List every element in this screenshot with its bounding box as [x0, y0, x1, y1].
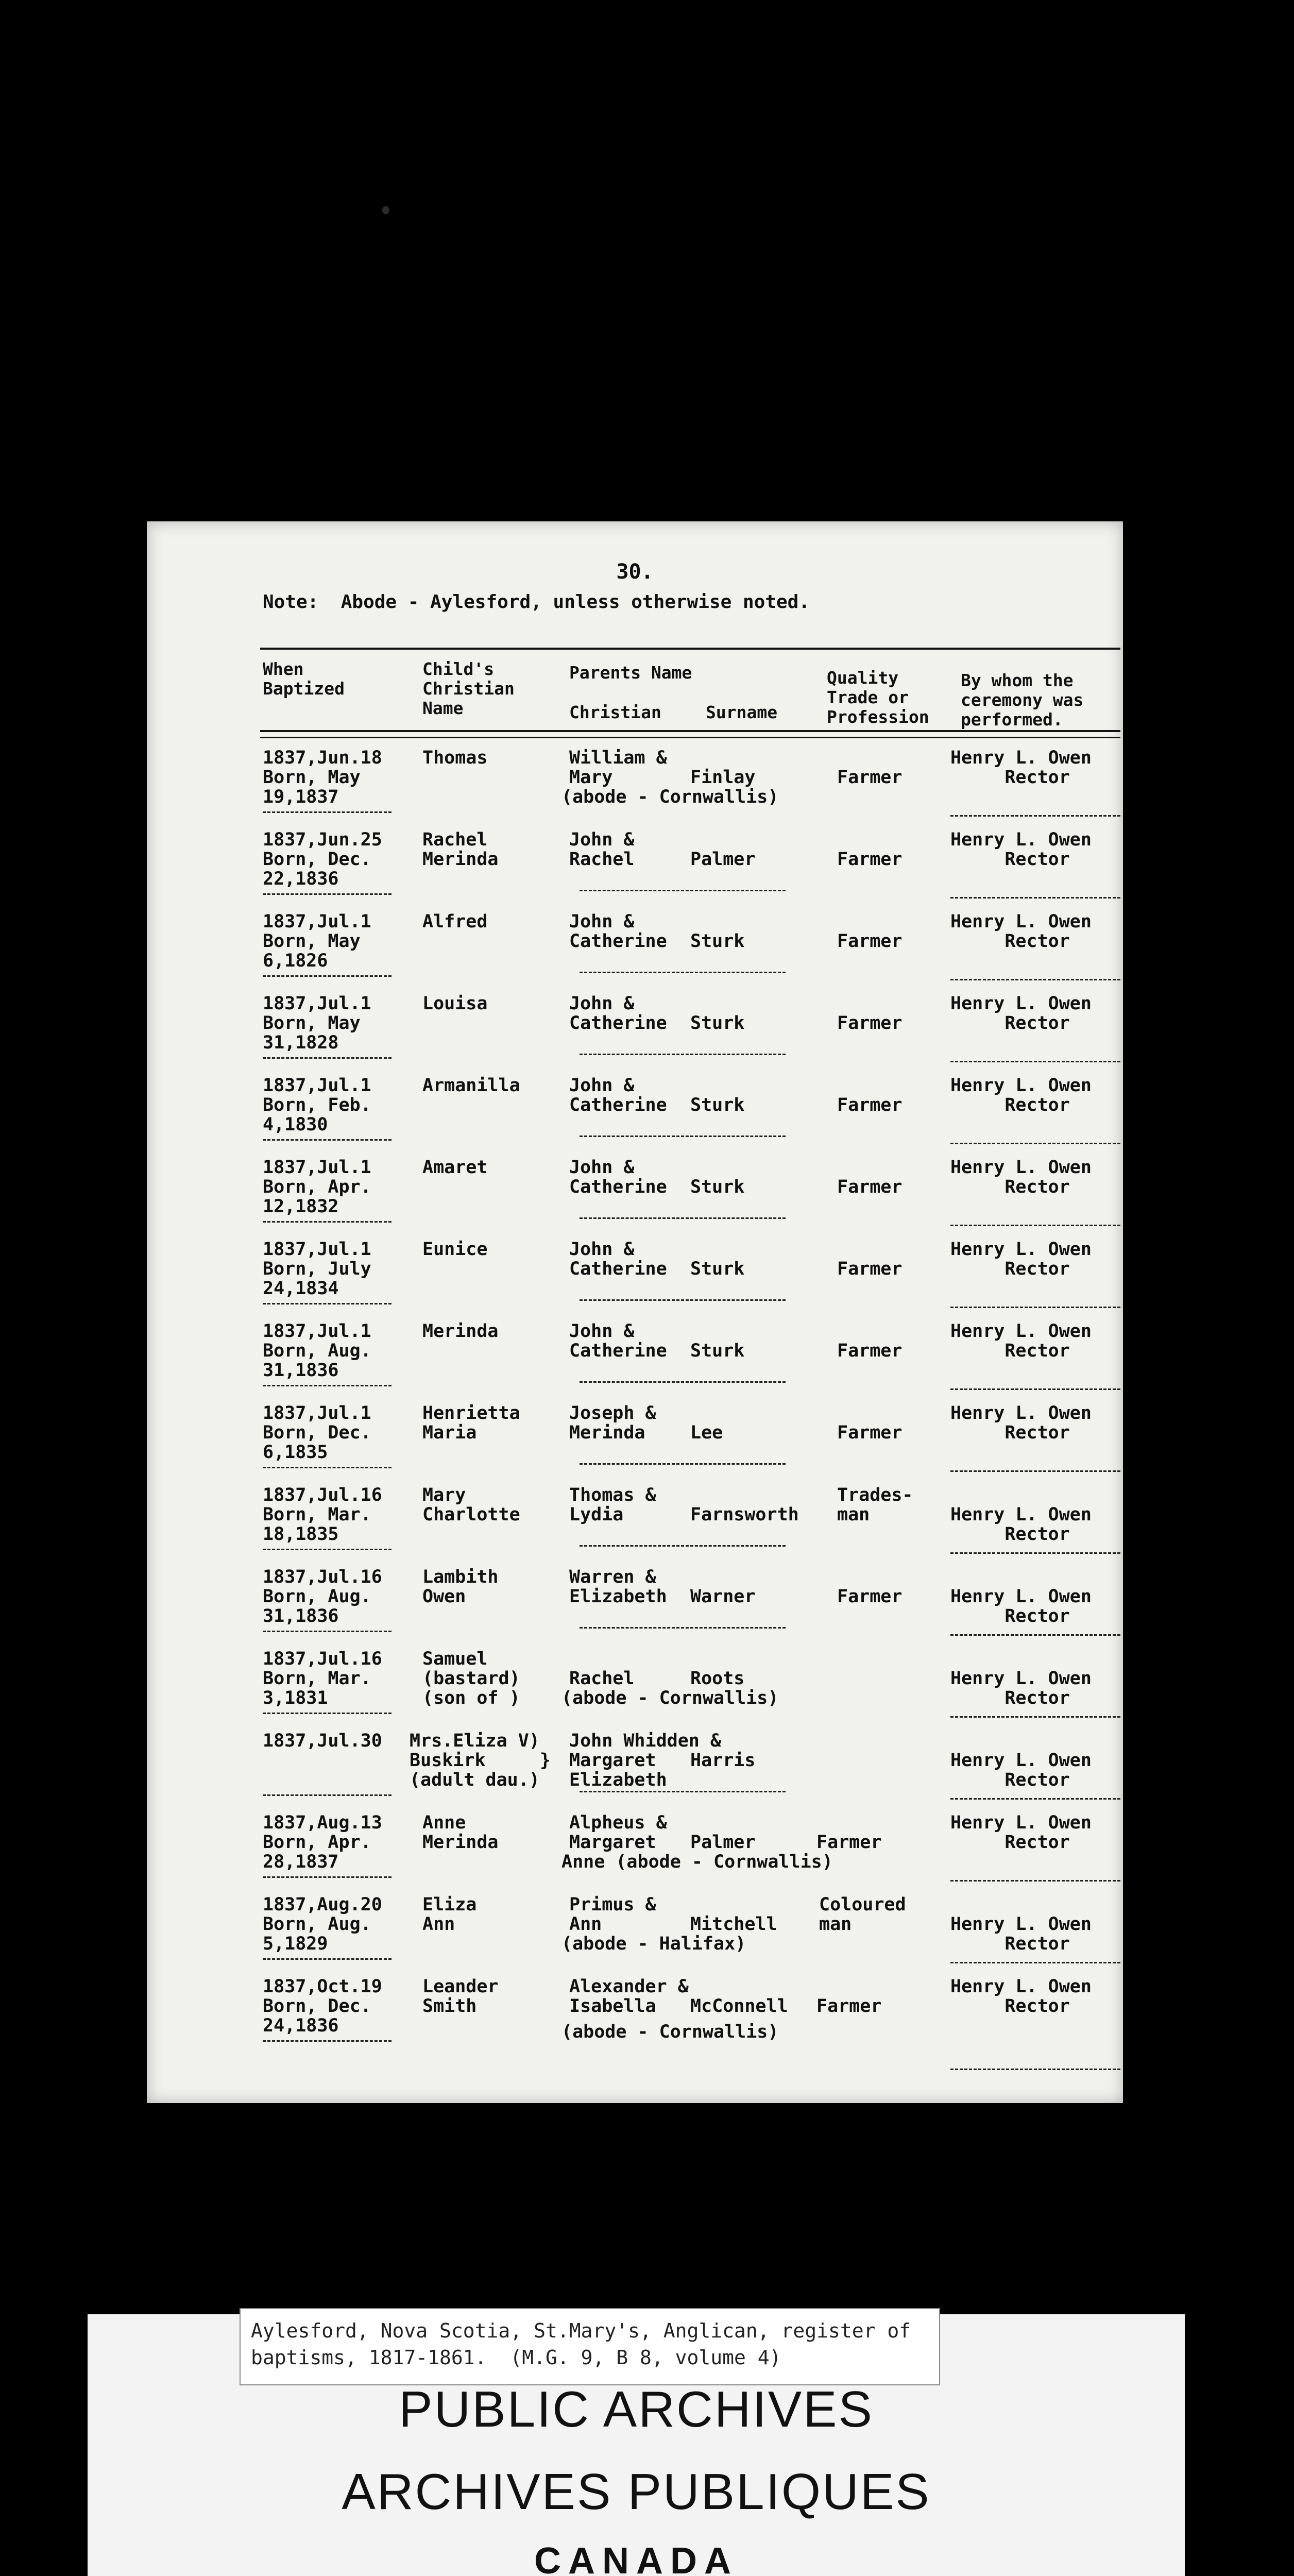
entry-parent-christian: Alexander & Isabella: [569, 1976, 689, 2016]
entry-abode: (abode - Halifax): [561, 1934, 746, 1954]
entry-rector-underline: [950, 897, 1120, 899]
entry-parents-underline: [580, 890, 786, 891]
entry-date: 1837,Jul.1 Born, July 24,1834: [263, 1239, 371, 1299]
entry-date: 1837,Jul.16 Born, Mar. 18,1835: [263, 1485, 382, 1545]
entry-quality: Farmer: [837, 767, 903, 788]
entry-date-underline: [263, 2040, 391, 2042]
entry-performed-by: Henry L. Owen Rector: [950, 993, 1092, 1033]
baptism-entry: [147, 988, 1123, 1070]
header-when-baptized: When Baptized: [263, 659, 345, 699]
entry-abode: (abode - Cornwallis): [561, 787, 779, 807]
entry-date: 1837,Jun.25 Born, Dec. 22,1836: [263, 829, 382, 889]
entry-rector-underline: [950, 1798, 1120, 1800]
entry-date-underline: [263, 1303, 391, 1304]
entry-date-underline: [263, 975, 391, 977]
header-bottom-rule: [260, 730, 1120, 732]
entry-rector-underline: [950, 1388, 1120, 1390]
entry-parent-christian: John & Catherine: [569, 911, 667, 952]
entry-parents-underline: [580, 1217, 786, 1219]
entry-quality: Farmer: [816, 1832, 882, 1853]
entry-parent-christian: Joseph & Merinda: [569, 1403, 656, 1443]
header-quality: Quality Trade or Profession: [827, 668, 929, 727]
entry-date-underline: [263, 1958, 391, 1960]
entry-parents-underline: [580, 1054, 786, 1055]
entry-date-underline: [263, 1549, 391, 1550]
entry-parent-surname: Sturk: [690, 1095, 745, 1115]
entry-parent-surname: Sturk: [690, 1341, 745, 1361]
entry-parents-underline: [580, 1463, 786, 1465]
entry-date: 1837,Aug.13 Born, Apr. 28,1837: [263, 1812, 382, 1872]
entry-child-name: Eliza Ann: [422, 1894, 477, 1935]
entry-quality: Farmer: [816, 1996, 882, 2016]
entry-date: 1837,Jul.16 Born, Aug. 31,1836: [263, 1567, 382, 1626]
entry-child-name: Rachel Merinda: [422, 829, 499, 870]
baptism-entry: [147, 1889, 1123, 1971]
entry-parent-surname: Roots: [690, 1668, 745, 1689]
entry-parent-christian: Alpheus & Margaret: [569, 1812, 667, 1853]
baptism-entry: [147, 1151, 1123, 1234]
entry-rector-underline: [950, 1143, 1120, 1144]
entry-date: 1837,Aug.20 Born, Aug. 5,1829: [263, 1894, 382, 1954]
entry-parent-christian: Primus & Ann: [569, 1894, 656, 1935]
entry-date-underline: [263, 1057, 391, 1059]
baptism-entry: [147, 1233, 1123, 1316]
header-child-name: Child's Christian Name: [422, 659, 515, 718]
entry-rector-underline: [950, 1880, 1120, 1882]
baptism-entry: [147, 1315, 1123, 1398]
entry-rector-underline: [950, 1552, 1120, 1554]
entry-date: 1837,Jul.30: [263, 1731, 382, 1751]
entry-parent-surname: Warner: [690, 1586, 756, 1607]
entry-performed-by: Henry L. Owen Rector: [950, 1812, 1092, 1853]
entry-performed-by: Henry L. Owen Rector: [950, 1504, 1092, 1545]
entry-abode: Anne (abode - Cornwallis): [561, 1852, 833, 1872]
entry-performed-by: Henry L. Owen Rector: [950, 1750, 1092, 1790]
entry-quality: Farmer: [837, 1341, 903, 1361]
entry-rector-underline: [950, 979, 1120, 980]
entry-date: 1837,Jul.1 Born, Apr. 12,1832: [263, 1157, 371, 1217]
entry-quality: Trades- man: [837, 1485, 913, 1525]
entry-parent-surname: Palmer: [690, 849, 756, 870]
entry-date: 1837,Jul.1 Born, Dec. 6,1835: [263, 1403, 371, 1463]
entry-parent-surname: Palmer: [690, 1832, 756, 1853]
entry-child-name: Lambith Owen: [422, 1567, 499, 1607]
entry-child-name: Amaret: [422, 1157, 488, 1178]
entry-parent-christian: Warren & Elizabeth: [569, 1567, 667, 1607]
entry-child-name: Henrietta Maria: [422, 1403, 520, 1443]
entry-parent-christian: John & Rachel: [569, 829, 635, 870]
entry-date-underline: [263, 1631, 391, 1632]
entry-rector-underline: [950, 2069, 1120, 2070]
entry-parents-underline: [580, 1627, 786, 1629]
entry-quality: Farmer: [837, 1422, 903, 1443]
entry-date-underline: [263, 1713, 391, 1714]
entry-parents-underline: [580, 972, 786, 973]
entry-quality: Farmer: [837, 1177, 903, 1197]
baptism-entry: [147, 1643, 1123, 1725]
entry-quality: Farmer: [837, 1013, 903, 1033]
entry-child-name: Armanilla: [422, 1075, 520, 1096]
entry-performed-by: Henry L. Owen Rector: [950, 1157, 1092, 1197]
abode-note: Note: Abode - Aylesford, unless otherwise noted.: [263, 591, 810, 613]
header-top-rule: [260, 648, 1120, 650]
entry-rector-underline: [950, 1061, 1120, 1062]
entry-child-name: Anne Merinda: [422, 1812, 499, 1853]
entry-date: 1837,Oct.19 Born, Dec. 24,1836: [263, 1976, 382, 2036]
entry-parent-surname: Sturk: [690, 931, 745, 952]
entry-performed-by: Henry L. Owen Rector: [950, 1321, 1092, 1361]
entry-quality: Coloured man: [819, 1894, 906, 1935]
entry-parent-christian: Rachel: [569, 1668, 635, 1689]
entry-rector-underline: [950, 1225, 1120, 1226]
entry-rector-underline: [950, 1634, 1120, 1636]
baptism-entry: [147, 1807, 1123, 1889]
entry-performed-by: Henry L. Owen Rector: [950, 829, 1092, 870]
header-surname: Surname: [706, 702, 778, 722]
baptism-entry: [147, 742, 1123, 824]
baptism-entry: [147, 1725, 1123, 1807]
entry-date-underline: [263, 1221, 391, 1223]
entry-quality: Farmer: [837, 849, 903, 870]
entry-parent-surname: Finlay: [690, 767, 756, 788]
entry-date: 1837,Jul.1 Born, Aug. 31,1836: [263, 1321, 371, 1381]
entry-parent-christian: Thomas & Lydia: [569, 1485, 656, 1525]
collection-label-text: Aylesford, Nova Scotia, St.Mary's, Anglican, register of baptisms, 1817-1861. (M.G. 9, B 8, volume 4): [251, 2319, 911, 2369]
header-performed-by: By whom the ceremony was performed.: [961, 670, 1084, 730]
entry-parents-underline: [580, 1136, 786, 1137]
baptism-entry: [147, 824, 1123, 906]
entry-date-underline: [263, 1876, 391, 1878]
entry-child-name: Merinda: [422, 1321, 499, 1342]
entry-rector-underline: [950, 1962, 1120, 1963]
baptism-entry: [147, 1971, 1123, 2053]
entry-parents-underline: [580, 1791, 786, 1792]
entry-rector-underline: [950, 1470, 1120, 1472]
entry-abode: (abode - Cornwallis): [561, 2022, 779, 2042]
entry-parent-surname: Sturk: [690, 1177, 745, 1197]
entry-parent-christian: John & Catherine: [569, 1239, 667, 1279]
entry-parents-underline: [580, 1545, 786, 1547]
entry-parent-christian: William & Mary: [569, 748, 667, 788]
entry-rector-underline: [950, 1307, 1120, 1308]
entry-performed-by: Henry L. Owen Rector: [950, 1586, 1092, 1626]
film-dust-speck: [382, 206, 389, 214]
header-christian: Christian: [569, 702, 661, 722]
baptism-entry: [147, 1561, 1123, 1643]
entry-child-name: Mary Charlotte: [422, 1485, 520, 1525]
entry-date: 1837,Jul.1 Born, Feb. 4,1830: [263, 1075, 371, 1135]
entry-date-underline: [263, 1139, 391, 1141]
entry-parent-christian: John & Catherine: [569, 1075, 667, 1115]
entry-parent-surname: Sturk: [690, 1013, 745, 1033]
entry-parents-underline: [580, 1381, 786, 1383]
canada-heading: CANADA: [534, 2540, 738, 2576]
entry-date-underline: [263, 1385, 391, 1386]
entry-performed-by: Henry L. Owen Rector: [950, 1914, 1092, 1954]
entry-child-name: Leander Smith: [422, 1976, 499, 2016]
entry-quality: Farmer: [837, 931, 903, 952]
entry-performed-by: Henry L. Owen Rector: [950, 1075, 1092, 1115]
entry-abode: (abode - Cornwallis): [561, 1688, 779, 1708]
baptism-entry: [147, 1070, 1123, 1152]
entry-parent-surname: Sturk: [690, 1259, 745, 1279]
entry-child-name: Eunice: [422, 1239, 488, 1260]
entry-quality: Farmer: [837, 1586, 903, 1607]
entry-child-name: Alfred: [422, 911, 488, 932]
entry-parent-surname: McConnell: [690, 1996, 788, 2016]
entry-child-name: Mrs.Eliza V) Buskirk } (adult dau.): [410, 1731, 551, 1790]
entry-performed-by: Henry L. Owen Rector: [950, 911, 1092, 952]
archives-publiques-heading: ARCHIVES PUBLIQUES: [342, 2463, 931, 2520]
entry-rector-underline: [950, 815, 1120, 817]
entry-parent-christian: John & Catherine: [569, 993, 667, 1033]
entry-date-underline: [263, 1467, 391, 1468]
entry-parent-surname: Harris: [690, 1750, 756, 1771]
baptism-entry: [147, 1479, 1123, 1562]
entry-date: 1837,Jul.16 Born, Mar. 3,1831: [263, 1649, 382, 1708]
baptism-entry: [147, 1397, 1123, 1480]
entry-parent-christian: John & Catherine: [569, 1157, 667, 1197]
entry-performed-by: Henry L. Owen Rector: [950, 1976, 1092, 2016]
collection-label: [240, 2308, 940, 2385]
entry-date: 1837,Jul.1 Born, May 31,1828: [263, 993, 371, 1053]
entry-child-name: Thomas: [422, 748, 488, 768]
baptism-entry: [147, 906, 1123, 988]
register-page: [147, 521, 1123, 2103]
entry-performed-by: Henry L. Owen Rector: [950, 748, 1092, 788]
entry-rector-underline: [950, 1716, 1120, 1718]
public-archives-heading: PUBLIC ARCHIVES: [399, 2381, 874, 2437]
entry-parents-underline: [580, 1299, 786, 1301]
entry-child-name: Louisa: [422, 993, 488, 1014]
entry-date-underline: [263, 893, 391, 895]
entry-parent-surname: Lee: [690, 1422, 723, 1443]
entry-date-underline: [263, 1794, 391, 1796]
entry-date: 1837,Jun.18 Born, May 19,1837: [263, 748, 382, 807]
entry-parent-surname: Mitchell: [690, 1914, 777, 1935]
entry-parent-christian: John Whidden & Margaret Elizabeth: [569, 1731, 722, 1790]
entry-date-underline: [263, 811, 391, 813]
entry-parent-surname: Farnsworth: [690, 1504, 799, 1525]
entry-performed-by: Henry L. Owen Rector: [950, 1239, 1092, 1279]
entry-date: 1837,Jul.1 Born, May 6,1826: [263, 911, 371, 971]
entry-performed-by: Henry L. Owen Rector: [950, 1403, 1092, 1443]
entry-quality: Farmer: [837, 1095, 903, 1115]
entry-quality: Farmer: [837, 1259, 903, 1279]
header-parents-name: Parents Name: [569, 663, 692, 683]
page-number: 30.: [616, 560, 654, 584]
entry-parent-christian: John & Catherine: [569, 1321, 667, 1361]
entry-performed-by: Henry L. Owen Rector: [950, 1668, 1092, 1708]
header-double-rule: [260, 737, 1120, 738]
entry-child-name: Samuel (bastard) (son of ): [422, 1649, 520, 1708]
